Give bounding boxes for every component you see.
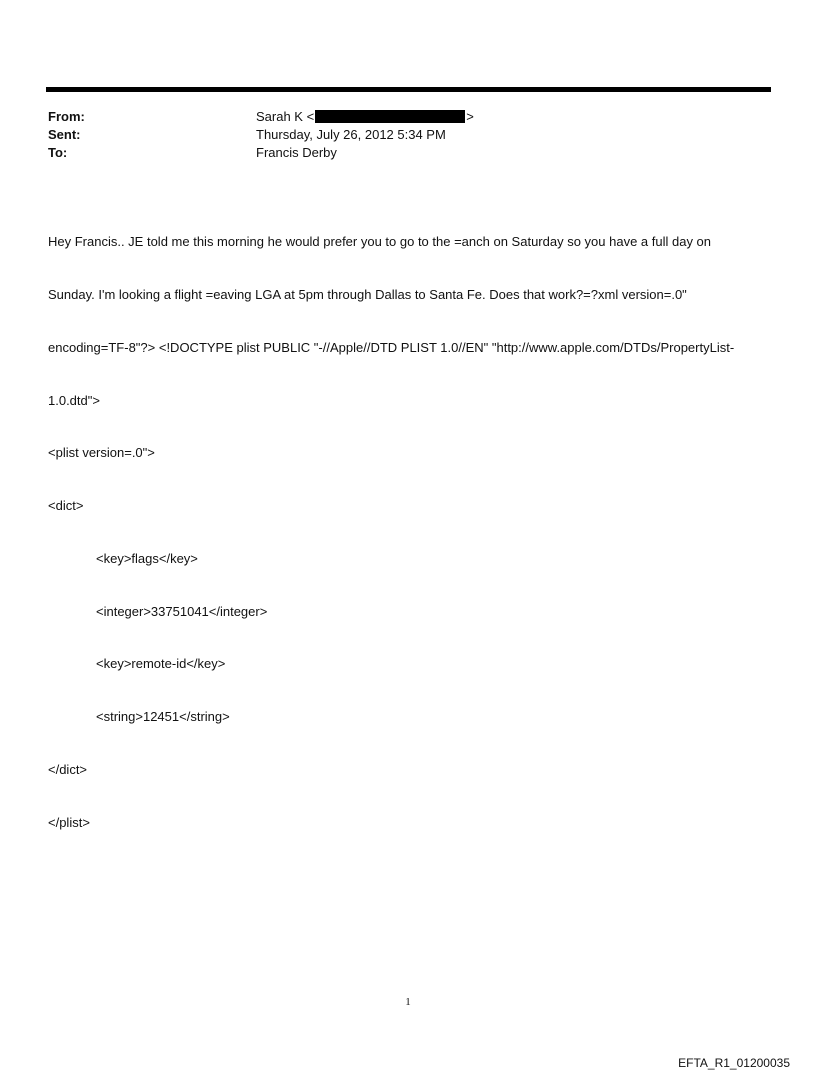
body-line: <dict> xyxy=(48,498,84,514)
from-label: From: xyxy=(48,109,85,124)
body-line: 1.0.dtd"> xyxy=(48,392,100,408)
to-label: To: xyxy=(48,145,68,160)
from-name: Sarah K < xyxy=(256,109,315,124)
body-line: </dict> xyxy=(48,762,88,777)
sent-value: Thursday, July 26, 2012 5:34 PM xyxy=(256,127,446,142)
body-line: encoding=TF-8"?> <!DOCTYPE plist PUBLIC "-//Apple//DTD PLIST 1.0//EN" "http://www.apple.com/DTDs/PropertyList- xyxy=(48,339,735,355)
sent-label: Sent: xyxy=(48,127,81,142)
redaction-box xyxy=(315,110,465,123)
bates-number: EFTA_R1_01200035 xyxy=(678,1056,790,1070)
body-line: <key>remote-id</key> xyxy=(96,656,226,672)
from-close: > xyxy=(466,109,474,124)
header-rule xyxy=(46,87,771,92)
page-number: 1 xyxy=(405,996,411,1008)
body-line: Hey Francis.. JE told me this morning he would prefer you to go to the =anch on Saturday so you have a full day on xyxy=(48,234,712,250)
body-line: </plist> xyxy=(48,814,90,830)
body-line: <key>flags</key> xyxy=(96,550,198,566)
body-line: <string>12451</string> xyxy=(96,709,230,725)
to-value: Francis Derby xyxy=(256,145,337,160)
email-body xyxy=(48,198,770,849)
body-line: <integer>33751041</integer> xyxy=(96,603,268,619)
from-value xyxy=(256,108,474,126)
body-line: Sunday. I'm looking a flight =eaving LGA at 5pm through Dallas to Santa Fe. Does that work?=?xml version=.0" xyxy=(48,286,687,302)
body-line: <plist version=.0"> xyxy=(48,445,155,461)
